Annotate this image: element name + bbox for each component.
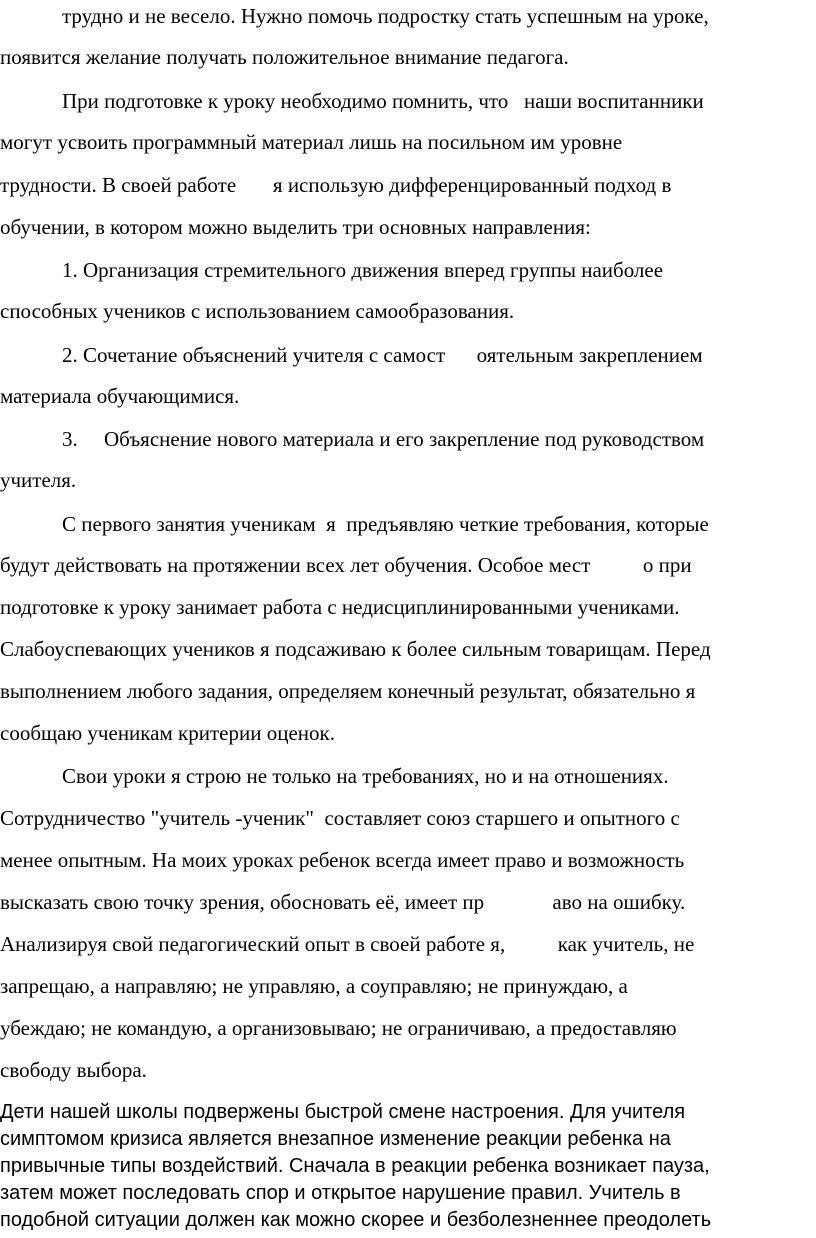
- text-line: менее опытным. На моих уроках ребенок всегда имеет право и возможность: [0, 848, 685, 872]
- text-line: трудности. В своей работе я использую дифференцированный подход в: [0, 173, 672, 197]
- text-line: высказать свою точку зрения, обосновать её, имеет пр аво на ошибку.: [0, 890, 686, 914]
- text-line: трудно и не весело. Нужно помочь подростку стать успешным на уроке,: [62, 4, 709, 28]
- text-line: Дети нашей школы подвержены быстрой смене настроения. Для учителя: [0, 1101, 686, 1123]
- text-line: убеждаю; не командую, а организовываю; не ограничиваю, а предоставляю: [0, 1016, 677, 1040]
- text-line: привычные типы воздействий. Сначала в реакции ребенка возникает пауза,: [0, 1155, 710, 1177]
- text-line: Анализируя свой педагогический опыт в своей работе я, как учитель, не: [0, 932, 695, 956]
- text-line: запрещаю, а направляю; не управляю, а соуправляю; не принуждаю, а: [0, 974, 628, 998]
- text-line: При подготовке к уроку необходимо помнить, что наши воспитанники: [62, 89, 704, 113]
- text-line: могут усвоить программный материал лишь на посильном им уровне: [0, 130, 623, 154]
- text-line: Слабоуспевающих учеников я подсаживаю к более сильным товарищам. Перед: [0, 637, 711, 661]
- text-line: 1. Организация стремительного движения вперед группы наиболее: [62, 258, 664, 282]
- text-line: обучении, в котором можно выделить три основных направления:: [0, 215, 591, 239]
- text-line: 3. Объяснение нового материала и его закрепление под руководством: [62, 427, 705, 451]
- text-line: подобной ситуации должен как можно скорее и безболезненнее преодолеть: [0, 1209, 712, 1231]
- text-line: свободу выбора.: [0, 1058, 147, 1082]
- text-line: 2. Сочетание объяснений учителя с самост оятельным закреплением: [62, 343, 703, 367]
- text-line: подготовке к уроку занимает работа с недисциплинированными учениками.: [0, 595, 680, 619]
- text-line: выполнением любого задания, определяем конечный результат, обязательно я: [0, 679, 696, 703]
- text-line: С первого занятия ученикам я предъявляю четкие требования, которые: [62, 512, 709, 536]
- text-line: сообщаю ученикам критерии оценок.: [0, 721, 335, 745]
- text-line: Свои уроки я строю не только на требованиях, но и на отношениях.: [62, 764, 669, 788]
- text-line: материала обучающимися.: [0, 384, 240, 408]
- text-line: симптомом кризиса является внезапное изменение реакции ребенка на: [0, 1128, 671, 1150]
- text-line: затем может последовать спор и открытое нарушение правил. Учитель в: [0, 1182, 681, 1204]
- text-line: учителя.: [0, 468, 77, 492]
- text-line: будут действовать на протяжении всех лет обучения. Особое мест о при: [0, 553, 692, 577]
- text-line: Сотрудничество "учитель -ученик" составляет союз старшего и опытного с: [0, 806, 680, 830]
- text-line: появится желание получать положительное внимание педагога.: [0, 45, 569, 69]
- text-line: способных учеников с использованием самообразования.: [0, 299, 515, 323]
